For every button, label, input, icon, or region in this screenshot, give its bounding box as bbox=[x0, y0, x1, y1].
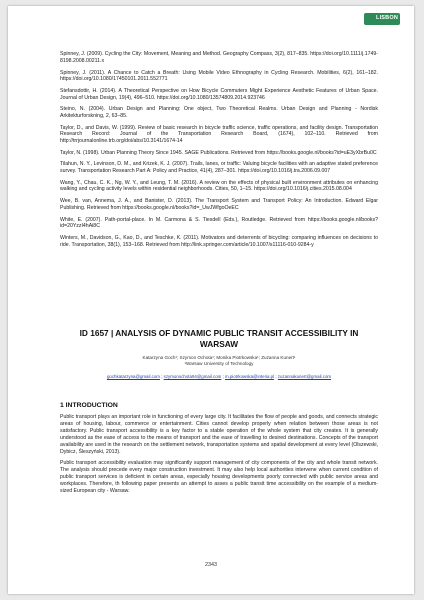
affiliation: ¹Warsaw University of Technology bbox=[184, 361, 254, 367]
author-block bbox=[60, 355, 378, 368]
reference-item: Taylor, D., and Davis, W. (1999). Review of basic research in bicycle traffic science, traffic operations, and facility design. Transportation Research Record: Journal of the Transportation Research Board, (1674), 102–110. Retrieved from http://trrjournalonline.trb.org/doi/abs/10.3141/1674-14 bbox=[60, 124, 378, 144]
reference-item: Spinney, J. (2009). Cycling the City: Movement, Meaning and Method. Geography Compass, 3(2), 817–835. https://doi.org/10.1111/j.1749-8198.2008.00211.x bbox=[60, 51, 378, 64]
document-page bbox=[8, 6, 414, 594]
paper-title: ID 1657 | ANALYSIS OF DYNAMIC PUBLIC TRANSIT ACCESSIBILITY IN WARSAW bbox=[79, 328, 359, 349]
section-heading: 1 INTRODUCTION bbox=[60, 402, 118, 409]
conference-logo-text: LISBON bbox=[376, 15, 398, 21]
paragraph: Public transport plays an important role in functioning of every large city. It facilitates the flow of people and goods, and connects strategic areas of housing, labour, commerce or entertainment. Cities cannot develop properly when relation between those areas is not satisfactory. Public transport accessibility is a key factor to a stable operation of the whole system that city creates. It is generally understood as the ease of access to the means of transport and the ease of travelling to desired destinations. Concepts of the transport availability are used in the research on the settlement network, transportation systems and spatial development at every level (Olszewski, Dybicz, Śleszyński, 2013). bbox=[60, 414, 378, 455]
reference-item: Taylor, N. (1998). Urban Planning Theory Since 1945. SAGE Publications. Retrieved from https://books.google.nl/books?id=uE3yXbrBu0C bbox=[60, 149, 377, 156]
email-list bbox=[60, 374, 378, 380]
reference-item: Wee, B. van, Annema, J. A., and Banister, D. (2013). The Transport System and Transport Policy: An Introduction. Edward Elgar Publishing. Retrieved from https://books.google.nl/books?id=_UwJWfgoOeEC bbox=[60, 198, 378, 211]
email-link[interactable]: m.piotrkowska@interia.pl bbox=[224, 374, 275, 379]
reference-item: Wang, Y., Chau, C. K., Ng, W. Y., and Leung, T. M. (2016). A review on the effects of physical built environment attributes on enhancing walking and cycling activity levels within residential neighborhoods. Cities, 50, 1–15. https://doi.org/10.1016/j.cities.2015.08.004 bbox=[60, 179, 378, 193]
email-separator: ; bbox=[221, 374, 225, 379]
reference-list bbox=[60, 46, 378, 253]
email-separator: ; bbox=[274, 374, 278, 379]
author-list: Katarzyna Goch¹; Szymon Ochota¹; Monika Piotrkowska¹; Zuzanna Kunert¹ bbox=[142, 355, 296, 360]
page-number: 2343 bbox=[205, 562, 217, 568]
email-separator: ; bbox=[159, 374, 164, 379]
reference-item: Spinney, J. (2011). A Chance to Catch a Breath: Using Mobile Video Ethnography in Cycling Research. Mobilities, 6(2), 161–182. https://doi.org/10.1080/17450101.2011.552771 bbox=[60, 69, 378, 83]
email-link[interactable]: zuzannakunert@gmail.com bbox=[277, 374, 332, 379]
reference-item: Stefansdottir, H. (2014). A Theoretical Perspective on How Bicycle Commuters Might Experience Aesthetic Features of Urban Space. Journal of Urban Design, 19(4), 496–510. https://doi.org/10.1080/13574809.2014.923746 bbox=[60, 87, 378, 101]
paragraph: Public transport accessibility evaluation may significantly support management of city components of the city and whole transit network. The analysis should precede every major construction investment. It may also help local authorities intervene when current condition of public transport services is deficient in certain areas, especially housing developments poorly connected with public service areas and workplaces. Therefore, th following paper presents an attempt to asses a public transit time accessibility on the example of a medium-sized European city - Warsaw. bbox=[60, 460, 378, 494]
reference-item: Tilahun, N. Y., Levinson, D. M., and Krizek, K. J. (2007). Trails, lanes, or traffic: Valuing bicycle facilities with an adaptive stated preference survey. Transportation Research Part A: Policy and Practice, 41(4), 287–301. https://doi.org/10.1016/j.tra.2006.09.007 bbox=[60, 161, 378, 175]
email-link[interactable]: gochkatarzyna@gmail.com bbox=[106, 374, 160, 379]
reference-item: Steino, N. (2004). Urban Design and Planning: One object, Two Theoretical Realms. Urban Design and Planning - Nordisk Arkitekturforskning, 2, 63–85. bbox=[60, 106, 378, 119]
body-text bbox=[60, 414, 378, 500]
reference-item: White, E. (2007). Path-portal-place. In M. Carmona & S. Tiesdell (Eds.), Routledge. Retrieved from https://books.google.nl/books?id=20YzzI4hAi8C bbox=[60, 216, 378, 230]
reference-item: Winters, M., Davidson, G., Kao, D., and Teschke, K. (2011). Motivators and deterrents of bicycling: comparing influences on decisions to ride. Transportation, 38(1), 153–168. Retrieved from http://link.springer.com/article/10.1007/s11116-010-9284-y bbox=[60, 234, 378, 248]
email-link[interactable]: szymonochota94@gmail.com bbox=[163, 374, 222, 379]
